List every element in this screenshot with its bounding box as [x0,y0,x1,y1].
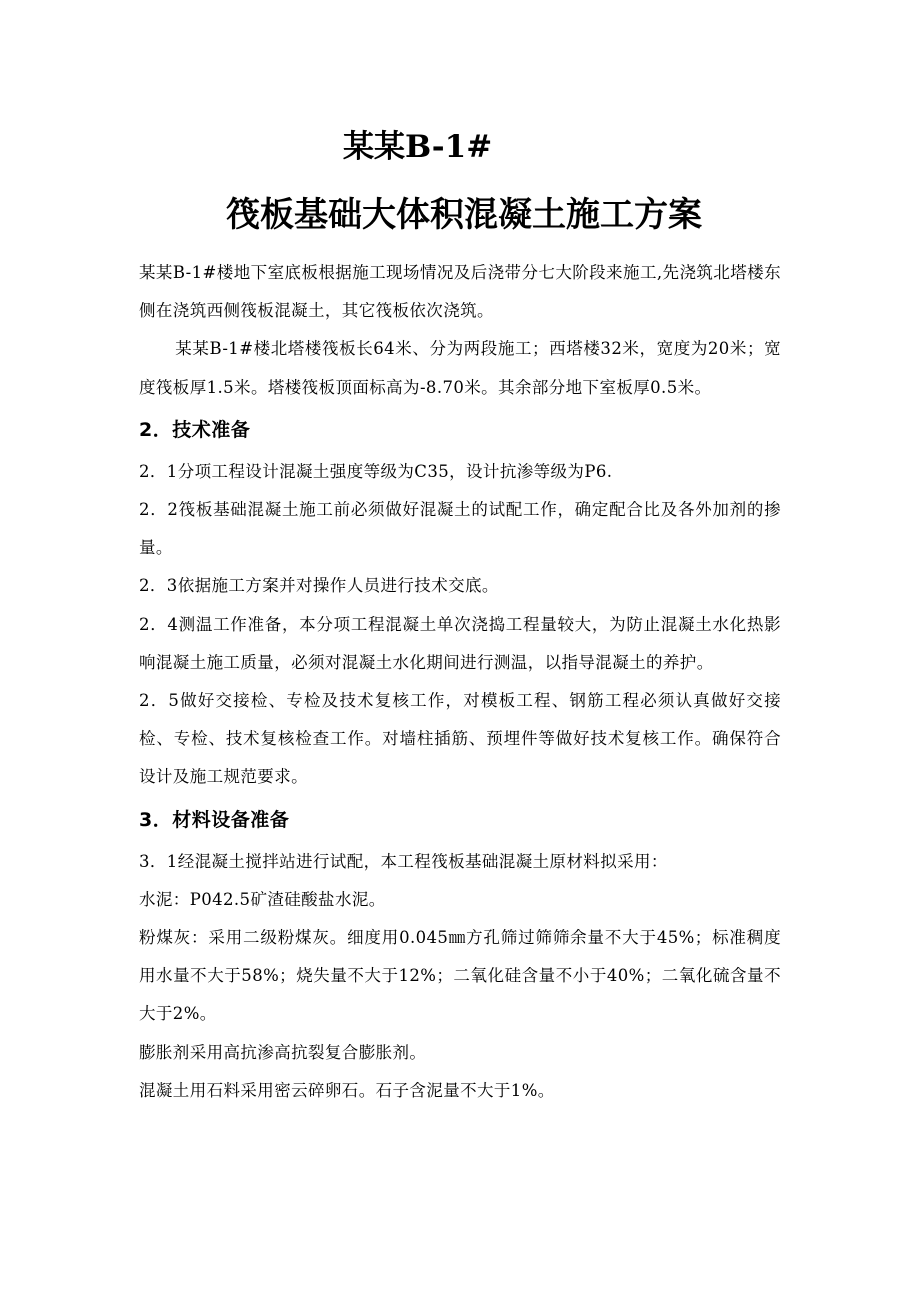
section-item: 水泥：P042.5矿渣硅酸盐水泥。 [139,889,386,909]
section-item: 2．3依据施工方案并对操作人员进行技术交底。 [139,576,499,596]
section-item: 3．1经混凝土搅拌站进行试配，本工程筏板基础混凝土原材料拟采用： [139,851,668,871]
document-title-line-2: 筏板基础大体积混凝土施工方案 [226,195,702,235]
section-item: 2．2筏板基础混凝土施工前必须做好混凝土的试配工作，确定配合比及各外加剂的掺量。 [139,500,781,558]
intro-paragraph: 某某B-1#楼地下室底板根据施工现场情况及后浇带分七大阶段来施工,先浇筑北塔楼东侧在浇筑西侧筏板混凝土，其它筏板依次浇筑。 [139,263,781,321]
document-title-line-1: 某某B-1# [343,129,493,165]
intro-paragraph: 某某B-1#楼北塔楼筏板长64米、分为两段施工；西塔楼32米，宽度为20米；宽度筏板厚1.5米。塔楼筏板顶面标高为-8.70米。其余部分地下室板厚0.5米。 [139,339,781,397]
section-item: 2．1分项工程设计混凝土强度等级为C35，设计抗渗等级为P6. [139,461,613,481]
section-heading: 2．技术准备 [139,418,251,441]
section-item: 混凝土用石料采用密云碎卵石。石子含泥量不大于1%。 [139,1080,555,1100]
section-item: 膨胀剂采用高抗渗高抗裂复合膨胀剂。 [139,1042,427,1062]
document-body [139,254,781,1110]
section-item: 2．4测温工作准备，本分项工程混凝土单次浇捣工程量较大，为防止混凝土水化热影响混凝土施工质量，必须对混凝土水化期间进行测温，以指导混凝土的养护。 [139,614,781,672]
section-item: 2．5做好交接检、专检及技术复核工作，对模板工程、钢筋工程必须认真做好交接检、专检、技术复核检查工作。对墙柱插筋、预埋件等做好技术复核工作。确保符合设计及施工规范要求。 [139,691,781,787]
section-item: 粉煤灰：采用二级粉煤灰。细度用0.045㎜方孔筛过筛筛余量不大于45%；标准稠度用水量不大于58%；烧失量不大于12%；二氧化硅含量不小于40%；二氧化硫含量不大于2%。 [139,928,781,1024]
section-heading: 3．材料设备准备 [139,808,290,831]
